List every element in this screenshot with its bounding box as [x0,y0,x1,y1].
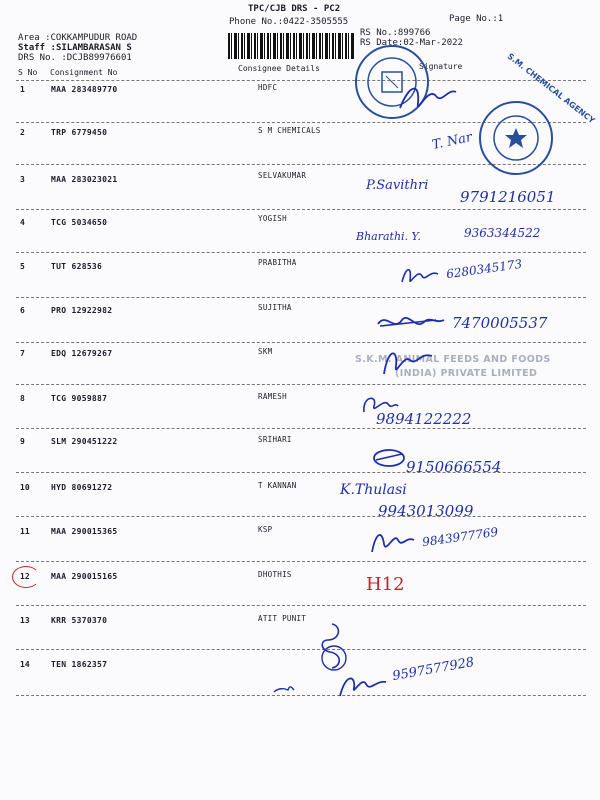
s-no: 10 [20,483,30,492]
s-no: 12 [20,572,30,581]
handwriting-row10-name: K.Thulasi [340,482,407,498]
barcode [228,33,355,59]
consignment-no: EDQ 12679267 [51,349,113,358]
s-no: 6 [20,306,25,315]
consignee: RAMESH [258,392,287,401]
handwriting-row3-name: P.Savithri [366,178,429,193]
header-divider [16,80,586,81]
s-no: 4 [20,218,25,227]
handwriting-row3-phone: 9791216051 [460,188,556,206]
row-divider [16,384,586,385]
handwriting-row5-phone: 6280345173 [445,256,523,282]
handwriting-row4-name: Bharathi. Y. [356,230,421,243]
row-divider [16,605,586,606]
staff-label: Staff : [18,43,56,53]
consignee: DHOTHIS [258,570,292,579]
consignment-no: MAA 290015165 [51,572,118,581]
s-no: 7 [20,349,25,358]
col-s-no: S No [18,68,38,77]
handwriting-row9-phone: 9150666554 [406,458,502,476]
consignment-no: HYD 80691272 [51,483,113,492]
handwriting-row4-phone: 9363344522 [464,226,541,240]
row-divider [16,297,586,298]
row-divider [16,649,586,650]
signature-row5 [400,262,440,288]
row-divider [16,252,586,253]
s-no: 1 [20,85,25,94]
col-consignee: Consignee Details [238,64,320,73]
rs-number: RS No.:899766 [360,28,431,38]
signature-row7 [380,344,436,380]
consignee: S M CHEMICALS [258,126,321,135]
s-no: 8 [20,394,25,403]
consignment-no: MAA 283489770 [51,85,118,94]
consignee: T KANNAN [258,481,297,490]
feeds-stamp-line2: (INDIA) PRIVATE LIMITED [395,368,538,379]
handwriting-row10-phone: 9943013099 [378,502,474,520]
consignment-no: KRR 5370370 [51,616,108,625]
consignment-no: TRP 6779450 [51,128,108,137]
consignment-no: TCG 5034650 [51,218,108,227]
handwriting-row2: T. Nar [430,129,474,154]
area-label: Area :COKKAMPUDUR ROAD [18,33,138,43]
consignee: SUJITHA [258,303,292,312]
feeds-stamp-line1: S.K.M. ANIMAL FEEDS AND FOODS [355,354,551,365]
s-no: 9 [20,437,25,446]
signature-row9 [372,446,408,470]
signature-row13 [312,618,352,674]
signature-row11 [368,526,418,556]
consignee: YOGISH [258,214,287,223]
consignee: SELVAKUMAR [258,171,307,180]
consignee: SRIHARI [258,435,292,444]
row-divider [16,516,586,517]
signature-row1 [398,78,458,118]
consignment-no: TEN 1862357 [51,660,108,669]
agency-stamp [476,98,556,178]
consignee: KSP [258,525,273,534]
consignment-no: TCG 9059887 [51,394,108,403]
row-divider [16,209,586,210]
col-consignment-no: Consignment No [50,68,118,77]
s-no: 13 [20,616,30,625]
drs-number: DRS No. :DCJB89976601 [18,53,132,63]
signature-row6 [376,310,446,334]
consignment-no: PRO 12922982 [51,306,113,315]
consignment-no: SLM 290451222 [51,437,118,446]
staff-line [18,43,132,53]
s-no: 14 [20,660,30,669]
consignee: PRABITHA [258,258,297,267]
consignee: HDFC [258,83,278,92]
s-no: 11 [20,527,30,536]
handwriting-row14-phone: 9597577928 [391,654,476,685]
col-signature: Signature [419,62,463,71]
s-no: 2 [20,128,25,137]
agency-stamp-text: S.M. CHEMICAL AGENCY [505,51,597,126]
staff-name: SILAMBARASAN S [55,43,132,53]
handwriting-row8-phone: 9894122222 [376,410,472,428]
signature-row14 [270,670,390,700]
document-title: TPC/CJB DRS - PC2 [248,4,341,14]
consignment-no: MAA 283023021 [51,175,118,184]
handwriting-row12-mark: H12 [366,574,405,595]
row12-circle-mark [12,566,40,588]
row-divider [16,561,586,562]
s-no: 3 [20,175,25,184]
handwriting-row6-phone: 7470005537 [452,314,548,332]
handwriting-row11-phone: 9843977769 [421,524,499,550]
consignment-no: MAA 290015365 [51,527,118,536]
row-divider [16,428,586,429]
consignment-no: TUT 628536 [51,262,103,271]
row-divider [16,342,586,343]
page-number: Page No.:1 [449,14,504,24]
rs-date: RS Date:02-Mar-2022 [360,38,463,48]
consignee: SKM [258,347,273,356]
phone-number: Phone No.:0422-3505555 [229,17,349,27]
consignee: ATIT PUNIT [258,614,307,623]
s-no: 5 [20,262,25,271]
